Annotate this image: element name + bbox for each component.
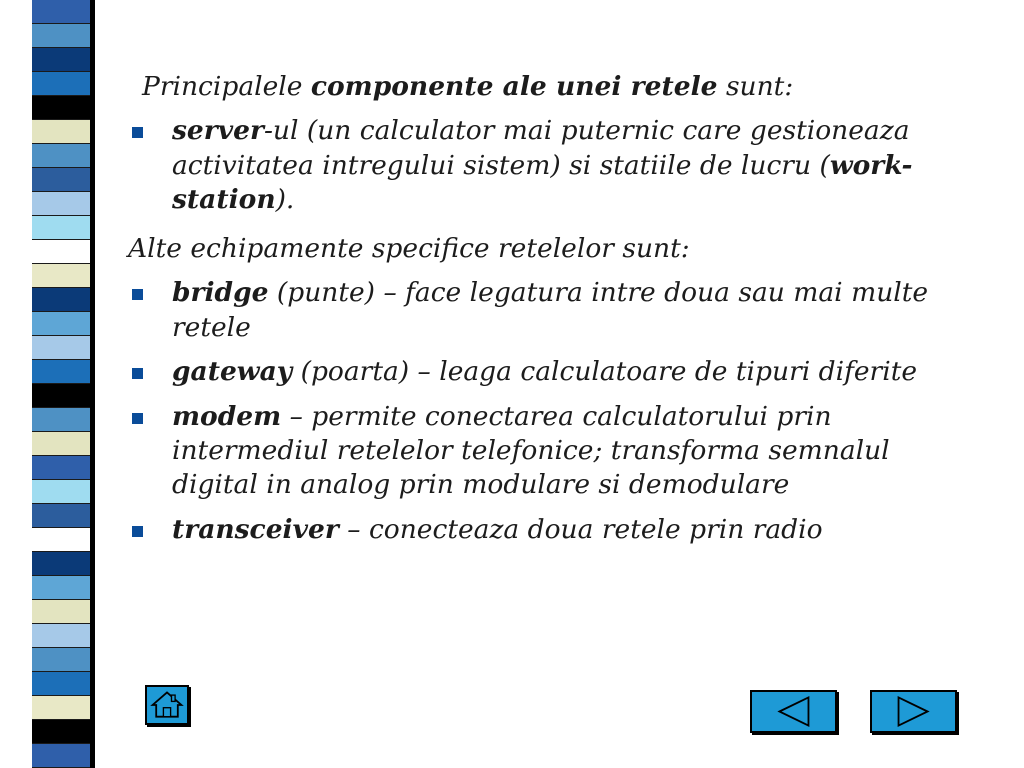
square-bullet-icon bbox=[132, 368, 143, 379]
square-bullet-icon bbox=[132, 127, 143, 138]
list-item bbox=[128, 114, 948, 217]
previous-button[interactable] bbox=[750, 690, 837, 733]
stripe-segment bbox=[32, 672, 90, 696]
stripe-segment bbox=[32, 624, 90, 648]
stripe-segment bbox=[32, 288, 90, 312]
list-item bbox=[128, 276, 948, 345]
stripe-segment bbox=[32, 384, 90, 408]
stripe-segment bbox=[32, 48, 90, 72]
stripe-segment bbox=[32, 192, 90, 216]
stripe-segment bbox=[32, 240, 90, 264]
decorative-stripe bbox=[32, 0, 92, 768]
intro-bold: componente ale unei retele bbox=[310, 71, 718, 102]
stripe-segment bbox=[32, 576, 90, 600]
term-bridge: bridge bbox=[172, 277, 269, 309]
stripe-segment bbox=[32, 504, 90, 528]
square-bullet-icon bbox=[132, 526, 143, 537]
server-desc-end: ). bbox=[275, 184, 295, 216]
server-desc: -ul (un calculator mai puternic care gestioneaza activitatea intregului sistem) si statiile de lucru ( bbox=[172, 115, 910, 181]
stripe-segment bbox=[32, 528, 90, 552]
equipment-list bbox=[128, 276, 948, 547]
triangle-left-icon bbox=[752, 692, 835, 731]
equipment-heading: Alte echipamente specifice retelelor sunt: bbox=[128, 232, 690, 264]
stripe-segment bbox=[32, 432, 90, 456]
square-bullet-icon bbox=[132, 289, 143, 300]
slide-content bbox=[128, 70, 948, 557]
stripe-segment bbox=[32, 552, 90, 576]
term-server: server bbox=[172, 115, 264, 147]
term-transceiver: transceiver bbox=[172, 513, 339, 545]
stripe-segment bbox=[32, 0, 90, 24]
stripe-segment bbox=[32, 336, 90, 360]
term-gateway: gateway bbox=[172, 356, 293, 388]
stripe-segment bbox=[32, 480, 90, 504]
next-button[interactable] bbox=[870, 690, 957, 733]
list-item bbox=[128, 400, 948, 503]
stripe-shadow bbox=[92, 0, 95, 768]
transceiver-desc: – conecteaza doua retele prin radio bbox=[338, 513, 823, 545]
stripe-segment bbox=[32, 600, 90, 624]
term-workstation: work-station bbox=[172, 149, 913, 216]
intro-line bbox=[142, 70, 948, 104]
stripe-segment bbox=[32, 72, 90, 96]
stripe-segment bbox=[32, 648, 90, 672]
stripe-segment bbox=[32, 144, 90, 168]
stripe-segment bbox=[32, 456, 90, 480]
modem-desc: – permite conectarea calculatorului prin intermediul retelelor telefonice; transforma semnalul digital in analog prin modulare si demodulare bbox=[172, 400, 890, 501]
stripe-segment bbox=[32, 120, 90, 144]
triangle-right-icon bbox=[872, 692, 955, 731]
home-icon bbox=[147, 687, 187, 723]
term-modem: modem bbox=[172, 400, 282, 432]
stripe-segment bbox=[32, 24, 90, 48]
stripe-segment bbox=[32, 696, 90, 720]
stripe-segment bbox=[32, 312, 90, 336]
stripe-segment bbox=[32, 96, 90, 120]
components-list bbox=[128, 114, 948, 217]
stripe-segment bbox=[32, 216, 90, 240]
intro-suffix: sunt: bbox=[717, 71, 794, 102]
intro-prefix: Principalele bbox=[142, 71, 311, 102]
square-bullet-icon bbox=[132, 413, 143, 424]
stripe-segment bbox=[32, 744, 90, 768]
gateway-desc: (poarta) – leaga calculatoare de tipuri diferite bbox=[292, 356, 918, 388]
list-item bbox=[128, 513, 948, 547]
home-button[interactable] bbox=[145, 685, 189, 725]
bridge-desc: (punte) – face legatura intre doua sau mai multe retele bbox=[172, 277, 929, 343]
stripe-segment bbox=[32, 264, 90, 288]
list-item bbox=[128, 355, 948, 389]
stripe-segment bbox=[32, 168, 90, 192]
stripe-segment bbox=[32, 408, 90, 432]
stripe-segment bbox=[32, 720, 90, 744]
stripe-segment bbox=[32, 360, 90, 384]
